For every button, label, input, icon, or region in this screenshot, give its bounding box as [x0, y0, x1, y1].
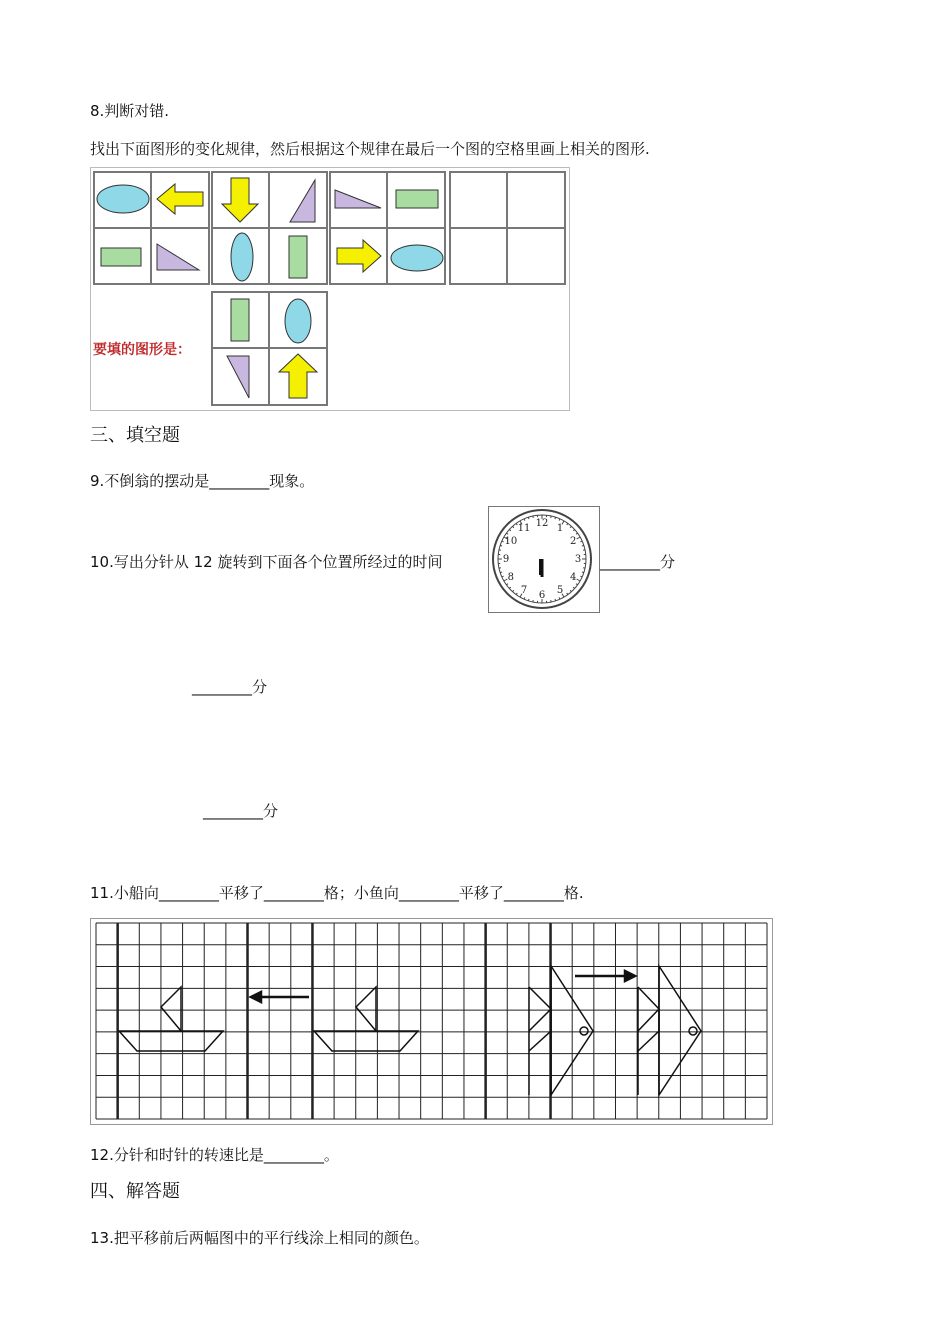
clock-numeral: 11: [517, 522, 531, 534]
ellipse-shape: [97, 185, 149, 213]
section-heading-solve: 四、解答题: [90, 1181, 180, 1202]
clock-numeral: 1: [556, 522, 564, 534]
triangle-shape: [157, 244, 199, 270]
arrow-right-mark: [575, 971, 635, 981]
arrow-left-shape: [157, 184, 203, 214]
clock-figure: [488, 506, 600, 613]
q10-blank-3: ________分: [203, 802, 279, 820]
clock-numeral: 9: [502, 554, 510, 565]
q9-text: 9.不倒翁的摆动是________现象。: [90, 472, 315, 490]
clock-numeral: 5: [556, 585, 564, 597]
clock-numeral: 10: [504, 536, 518, 547]
clock-numeral: 12: [535, 518, 549, 529]
translation-grid-figure: [90, 918, 773, 1125]
boat-translated: [314, 987, 418, 1051]
clock-tick: [500, 572, 502, 573]
clock-numeral: 8: [507, 572, 515, 583]
q10-text: 10.写出分针从 12 旋转到下面各个位置所经过的时间: [90, 553, 443, 571]
arrow-up-shape: [279, 354, 317, 398]
triangle-shape: [335, 190, 381, 208]
q8-title: 8.判断对错.: [90, 102, 170, 120]
clock-tick: [528, 599, 529, 601]
q11-text: 11.小船向________平移了________格；小鱼向________平移了________格.: [90, 884, 584, 902]
ellipse-shape: [231, 233, 253, 281]
rect-shape: [231, 299, 249, 341]
q8-instruction: 找出下面图形的变化规律，然后根据这个规律在最后一个图的空格里画上相关的图形.: [90, 140, 650, 158]
ellipse-shape: [285, 299, 311, 343]
ellipse-shape: [391, 245, 443, 271]
q10-blank-1: ________分: [600, 553, 676, 571]
q10-blank-2: ________分: [192, 678, 268, 696]
clock-numeral: 4: [569, 572, 577, 583]
clock-numeral: 3: [574, 554, 582, 565]
clock-tick: [582, 572, 584, 573]
triangle-shape: [290, 180, 315, 222]
arrow-left-mark: [251, 992, 309, 1002]
clock-tick: [528, 517, 529, 519]
clock-tick: [555, 517, 556, 519]
rect-shape: [289, 236, 307, 278]
arrow-down-shape: [222, 178, 258, 222]
clock-tick: [555, 599, 556, 601]
answer-label: 要填的图形是：: [93, 342, 191, 358]
boat-original: [119, 987, 223, 1051]
rect-shape: [101, 248, 141, 266]
section-heading-fill-in: 三、填空题: [90, 425, 180, 446]
rect-shape: [396, 190, 438, 208]
clock-tick: [500, 545, 502, 546]
q12-text: 12.分针和时针的转速比是________。: [90, 1146, 339, 1164]
clock-numeral: 7: [520, 585, 528, 597]
clock-tick: [582, 545, 584, 546]
pattern-figure: [90, 167, 570, 411]
triangle-shape: [227, 356, 249, 398]
q13-text: 13.把平移前后两幅图中的平行线涂上相同的颜色。: [90, 1229, 429, 1247]
clock-numeral: 6: [538, 590, 546, 601]
arrow-right-shape: [337, 240, 381, 272]
clock-numeral: 2: [569, 536, 577, 547]
